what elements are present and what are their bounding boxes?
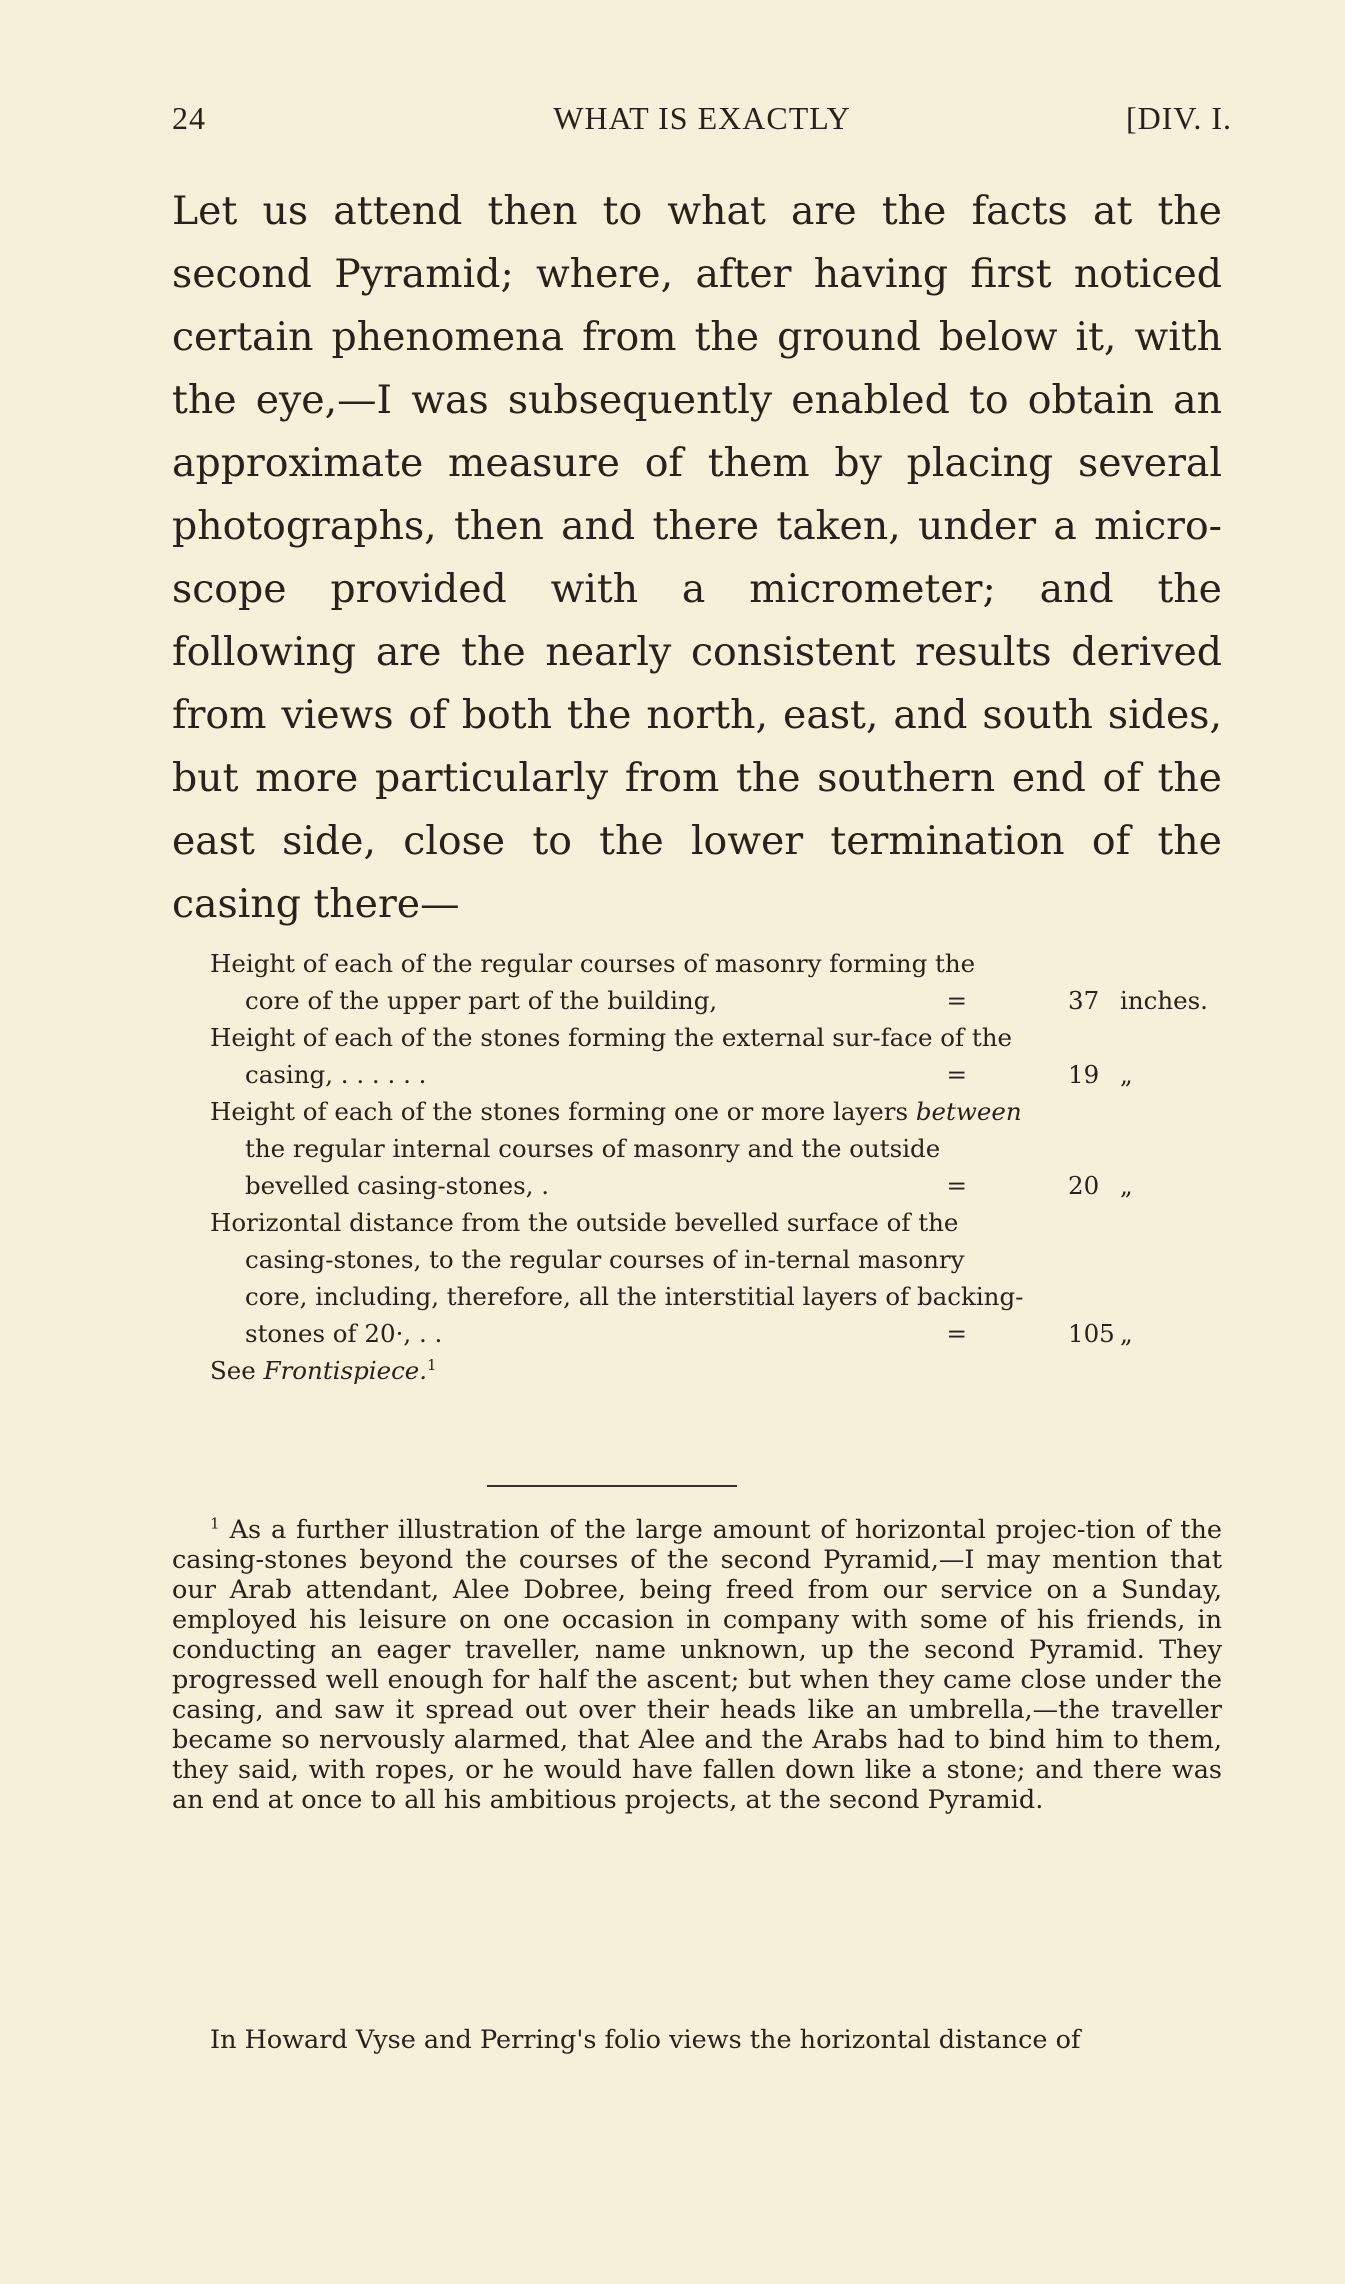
main-paragraph: Let us attend then to what are the facts at the second Pyramid; where, after having first noticed certain phenomena from the ground below it, with the eye,—I was subsequently enabled to obtain an approximate measure of them by placing several photographs, then and there taken, under a micro-scope provided with a micrometer; and the following are the nearly consistent results derived from views of both the north, east, and south sides, but more particularly from the southern end of the east side, close to the lower termination of the casing there—	[172, 188, 1222, 927]
page-number: 24	[172, 100, 206, 136]
footnote-number: 1	[210, 1514, 220, 1533]
measurement-value: 105	[1068, 1319, 1115, 1348]
measurement-row	[210, 945, 1225, 1019]
running-title: WHAT IS EXACTLY	[553, 100, 851, 136]
measurement-unit: inches.	[1120, 986, 1208, 1015]
measurement-row	[210, 1019, 1225, 1093]
measurement-description: Height of each of the stones forming the external sur-face of the casing, . . . . . .	[210, 1023, 1013, 1089]
emphasis-between: between	[915, 1097, 1022, 1126]
footnote	[172, 1515, 1222, 1815]
see-reference	[210, 1352, 1225, 1389]
measurement-row	[210, 1204, 1225, 1352]
equals-sign: =	[946, 986, 967, 1015]
measurement-unit: „	[1120, 1171, 1133, 1200]
measurement-description: Height of each of the stones forming one or more layers between the regular internal courses of masonry and the outside bevelled casing-stones, .	[210, 1097, 1022, 1200]
measurement-description: Height of each of the regular courses of masonry forming the core of the upper part of the building,	[210, 949, 976, 1015]
frontispiece-reference: Frontispiece.	[263, 1356, 428, 1385]
equals-sign: =	[946, 1319, 967, 1348]
measurement-value: 19	[1068, 1060, 1100, 1089]
footnote-text: As a further illustration of the large amount of horizontal projec-tion of the casing-stones beyond the courses of the second Pyramid,—I may mention that our Arab attendant, Alee Dobree, being freed from our service on a Sunday, employed his leisure on one occasion in company with some of his friends, in conducting an eager traveller, name unknown, up the second Pyramid. They progressed well enough for half the ascent; but when they came close under the casing, and saw it spread out over their heads like an umbrella,—the traveller became so nervously alarmed, that Alee and the Arabs had to bind him to them, they said, with ropes, or he would have fallen down like a stone; and there was an end at once to all his ambitious projects, at the second Pyramid.	[172, 1515, 1222, 1815]
equals-sign: =	[946, 1171, 967, 1200]
measurement-unit: „	[1120, 1060, 1133, 1089]
measurement-value: 37	[1068, 986, 1100, 1015]
measurement-description: Horizontal distance from the outside bevelled surface of the casing-stones, to the regular courses of in-ternal masonry core, including, therefore, all the interstitial layers of backing-stones of 20·, . .	[210, 1208, 1024, 1348]
page-header	[172, 100, 1232, 150]
measurement-value: 20	[1068, 1171, 1100, 1200]
measurement-row	[210, 1093, 1225, 1204]
footnote-divider	[487, 1485, 737, 1487]
equals-sign: =	[946, 1060, 967, 1089]
measurement-unit: „	[1120, 1319, 1133, 1348]
section-label: [DIV. I.	[1125, 100, 1232, 136]
footnote-continuation: In Howard Vyse and Perring's folio views the horizontal distance of	[210, 2025, 1081, 2055]
see-prefix: See	[210, 1356, 264, 1385]
footnote-marker: 1	[427, 1356, 437, 1374]
measurements-list	[210, 945, 1225, 1389]
